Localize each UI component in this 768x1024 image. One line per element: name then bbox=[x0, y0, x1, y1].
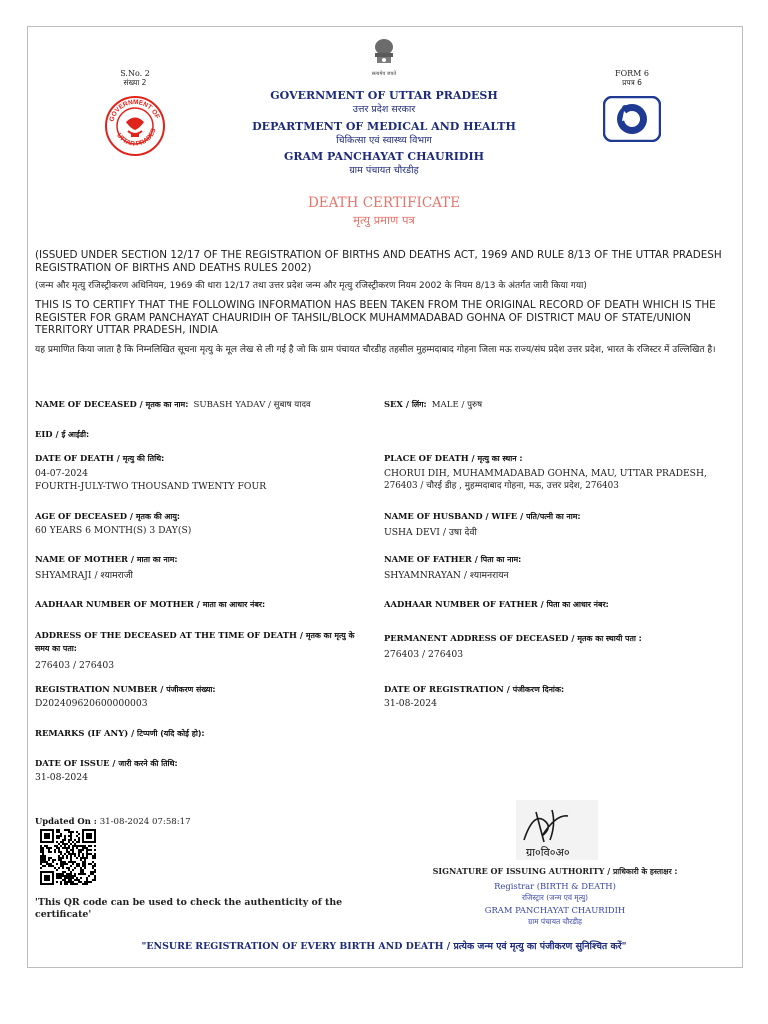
age-of-deceased-label: AGE OF DECEASED / मृतक की आयु: bbox=[35, 511, 181, 521]
registrar-title: Registrar (BIRTH & DEATH) bbox=[494, 881, 616, 891]
form-number-hindi: प्रपत्र 6 bbox=[622, 78, 642, 87]
place-of-death-value-line1: CHORUI DIH, MUHAMMADABAD GOHNA, MAU, UTTAR PRADESH, bbox=[384, 468, 707, 479]
signature-panchayat: GRAM PANCHAYAT CHAURIDIH bbox=[484, 905, 626, 915]
place-of-death-label: PLACE OF DEATH / मृत्यु का स्थान : bbox=[384, 453, 523, 463]
date-of-death-label: DATE OF DEATH / मृत्यु की तिथि: bbox=[35, 453, 165, 463]
date-of-registration-value: 31-08-2024 bbox=[384, 698, 437, 709]
form-number-label: FORM 6 bbox=[615, 69, 649, 78]
qr-note: 'This QR code can be used to check the authenticity of the certificate' bbox=[35, 897, 343, 920]
issued-under-text: (ISSUED UNDER SECTION 12/17 OF THE REGISTRATION OF BIRTHS AND DEATHS ACT, 1969 AND RULE 8/13 OF THE UTTAR PRADESH REGISTRATION OF BIRTHS AND DEATHS RULES 2002) bbox=[35, 249, 722, 274]
emblem-motto: सत्यमेव जयते bbox=[371, 71, 397, 77]
national-emblem-icon bbox=[364, 37, 404, 77]
department-name-hindi: चिकित्सा एवं स्वास्थ्य विभाग bbox=[336, 135, 432, 146]
eid-label: EID / ई आईडी: bbox=[35, 429, 90, 439]
remarks-label: REMARKS (IF ANY) / टिप्पणी (यदि कोई हो): bbox=[35, 728, 205, 738]
date-of-issue-value: 31-08-2024 bbox=[35, 772, 88, 783]
field-spouse-name bbox=[384, 511, 734, 538]
signature-block bbox=[420, 866, 690, 928]
registration-number-label: REGISTRATION NUMBER / पंजीकरण संख्या: bbox=[35, 684, 216, 694]
registration-number-value: D202409620600000003 bbox=[35, 698, 148, 709]
signature-panchayat-hindi: ग्राम पंचायत चौरडीह bbox=[528, 917, 582, 926]
certify-text: THIS IS TO CERTIFY THAT THE FOLLOWING INFORMATION HAS BEEN TAKEN FROM THE ORIGINAL RECORD OF DEATH WHICH IS THE REGISTER FOR GRAM PANCHAYAT CHAURIDIH OF TAHSIL/BLOCK MUHAMMADABAD GOHNA OF DISTRICT MAU OF STATE/UNION TERRITORY UTTAR PRADESH, INDIA bbox=[35, 299, 716, 336]
spouse-name-label: NAME OF HUSBAND / WIFE / पति/पत्नी का नाम: bbox=[384, 511, 581, 521]
field-permanent-address bbox=[384, 633, 734, 660]
permanent-address-label: PERMANENT ADDRESS OF DECEASED / मृतक का स्थायी पता : bbox=[384, 633, 642, 643]
name-of-father-label: NAME OF FATHER / पिता का नाम: bbox=[384, 554, 522, 564]
svg-text:ग्रा०वि०अ०: ग्रा०वि०अ० bbox=[526, 846, 570, 859]
place-of-death-value-line2: 276403 / चौरई डीह , मुहम्मदाबाद गोहना, मऊ, उत्तर प्रदेश, 276403 bbox=[384, 481, 619, 491]
age-of-deceased-value: 60 YEARS 6 MONTH(S) 3 DAY(S) bbox=[35, 525, 192, 536]
field-remarks bbox=[35, 728, 375, 739]
signature-image bbox=[516, 800, 598, 860]
field-eid bbox=[35, 422, 375, 441]
address-at-death-value: 276403 / 276403 bbox=[35, 660, 115, 671]
certify-text-hindi: यह प्रमाणित किया जाता है कि निम्नलिखित सूचना मृत्यु के मूल लेख से ली गई है जो कि ग्राम पंचायत चौरडीह तहसील मुहम्मदाबाद गोहना जिला मऊ राज्य/संघ प्रदेश उत्तर प्रदेश, भारत के रजिस्टर में उल्लिखित है। bbox=[35, 345, 716, 355]
updated-on-label: Updated On : bbox=[35, 816, 100, 826]
certificate-title-hindi: मृत्यु प्रमाण पत्र bbox=[353, 213, 415, 227]
serial-number-hindi: संख्या 2 bbox=[123, 78, 147, 87]
up-government-seal-icon bbox=[104, 95, 166, 157]
panchayat-name-hindi: ग्राम पंचायत चौरडीह bbox=[349, 165, 419, 176]
registration-slogan: "ENSURE REGISTRATION OF EVERY BIRTH AND DEATH / प्रत्येक जन्म एवं मृत्यु का पंजीकरण सुनिश्चित करें" bbox=[141, 941, 627, 952]
field-date-of-registration bbox=[384, 684, 734, 709]
field-date-of-death bbox=[35, 453, 375, 493]
verification-qr-code[interactable] bbox=[40, 829, 96, 885]
serial-number-label: S.No. 2 bbox=[120, 69, 150, 78]
permanent-address-value: 276403 / 276403 bbox=[384, 649, 464, 660]
aadhaar-father-label: AADHAAR NUMBER OF FATHER / पिता का आधार नंबर: bbox=[384, 599, 609, 609]
certificate-title-english: DEATH CERTIFICATE bbox=[307, 195, 461, 211]
field-aadhaar-father bbox=[384, 599, 734, 610]
issued-under-text-hindi: (जन्म और मृत्यु रजिस्ट्रीकरण अधिनियम, 1969 की धारा 12/17 तथा उत्तर प्रदेश जन्म और मृत्यु रजिस्ट्रीकरण नियम 2002 के नियम 8/13 के अंतर्गत जारी किया गया) bbox=[35, 281, 587, 291]
serial-number bbox=[105, 69, 165, 88]
header-block bbox=[184, 88, 584, 177]
name-of-mother-value: SHYAMRAJI / श्यामराजी bbox=[35, 570, 133, 581]
spouse-name-value: USHA DEVI / उषा देवी bbox=[384, 527, 477, 538]
date-of-death-words: FOURTH-JULY-TWO THOUSAND TWENTY FOUR bbox=[35, 481, 267, 492]
government-name-hindi: उत्तर प्रदेश सरकार bbox=[352, 104, 416, 115]
date-of-registration-label: DATE OF REGISTRATION / पंजीकरण दिनांक: bbox=[384, 684, 565, 694]
panchayat-name: GRAM PANCHAYAT CHAURIDIH bbox=[283, 150, 484, 163]
aadhaar-mother-label: AADHAAR NUMBER OF MOTHER / माता का आधार नंबर: bbox=[35, 599, 266, 609]
department-name: DEPARTMENT OF MEDICAL AND HEALTH bbox=[252, 120, 516, 133]
date-of-death-value: 04-07-2024 bbox=[35, 468, 88, 479]
field-age-of-deceased bbox=[35, 511, 375, 536]
crs-logo-icon bbox=[603, 96, 661, 142]
name-of-deceased-label: NAME OF DECEASED / मृतक का नाम: bbox=[35, 399, 189, 409]
signature-label: SIGNATURE OF ISSUING AUTHORITY / प्राधिकारी के हस्ताक्षर : bbox=[432, 866, 678, 876]
field-registration-number bbox=[35, 684, 375, 709]
svg-text:UTTAR PRADESH: UTTAR PRADES bbox=[114, 127, 158, 148]
updated-on bbox=[35, 809, 335, 828]
field-address-at-death bbox=[35, 629, 370, 671]
field-name-of-father bbox=[384, 554, 734, 581]
government-name: GOVERNMENT OF UTTAR PRADESH bbox=[270, 89, 498, 102]
field-sex bbox=[384, 392, 734, 411]
date-of-issue-label: DATE OF ISSUE / जारी करने की तिथि: bbox=[35, 758, 178, 768]
sex-value: MALE / पुरुष bbox=[431, 400, 483, 410]
updated-on-value: 31-08-2024 07:58:17 bbox=[99, 817, 191, 827]
sex-label: SEX / लिंग: bbox=[384, 399, 427, 409]
certificate-title bbox=[234, 195, 534, 228]
name-of-mother-label: NAME OF MOTHER / माता का नाम: bbox=[35, 554, 178, 564]
address-at-death-label: ADDRESS OF THE DECEASED AT THE TIME OF DEATH / मृतक का मृत्यु के समय का पता: bbox=[35, 630, 355, 653]
name-of-father-value: SHYAMNRAYAN / श्यामनरायन bbox=[384, 570, 509, 581]
form-number bbox=[602, 69, 662, 88]
field-name-of-deceased bbox=[35, 392, 375, 411]
field-name-of-mother bbox=[35, 554, 375, 581]
name-of-deceased-value: SUBASH YADAV / सुबाष यादव bbox=[193, 400, 311, 410]
svg-text:GOVERNMENT OF: GOVERNMENT OF bbox=[108, 98, 161, 123]
field-date-of-issue bbox=[35, 758, 375, 783]
registrar-title-hindi: रजिस्ट्रार (जन्म एवं मृत्यु) bbox=[521, 893, 589, 902]
field-aadhaar-mother bbox=[35, 599, 375, 610]
field-place-of-death bbox=[384, 453, 734, 493]
